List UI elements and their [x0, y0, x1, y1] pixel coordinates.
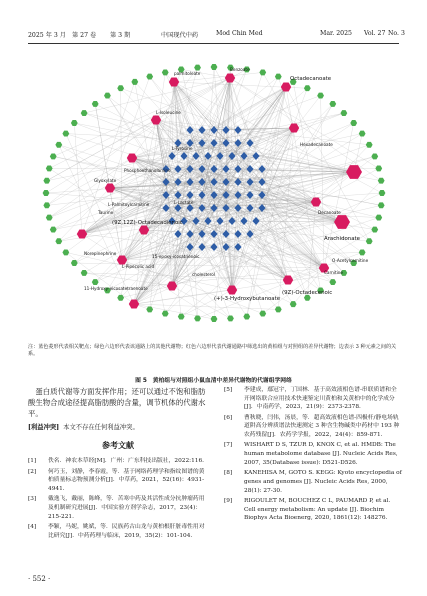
network-edge: [121, 88, 122, 260]
pathway-metabolite-hexagon: [92, 279, 99, 285]
network-edge: [135, 128, 294, 304]
reference-item: [2] 何巧玉，刘静，李春霞，等．基于网络药理学和指纹图谱的黄柏质量标志物预测分析[J]．中草药，2021，52(16)：4931-4941.: [28, 468, 205, 493]
metabolite-label: (+)-3-Hydroxybutanoate: [214, 296, 281, 302]
network-edge: [144, 230, 293, 304]
pathway-metabolite-hexagon: [378, 202, 385, 208]
pathway-metabolite-hexagon: [259, 311, 266, 317]
network-edge: [226, 68, 230, 182]
interest-label: [利益冲突]: [28, 424, 60, 431]
pathway-metabolite-hexagon: [329, 101, 336, 107]
pathway-metabolite-hexagon: [375, 165, 382, 171]
header-journal-cn: 中国现代中药: [161, 32, 199, 39]
network-edge: [262, 128, 294, 182]
differential-metabolite-hexagon: [105, 184, 115, 193]
metabolite-label: (9Z)-Octadecenoic: [282, 290, 333, 296]
reference-item: [7] WISHART D S, TZUR D, KNOX C, et al. HMDB: The human metabolome database [J]. Nucleic Acids Res, 2007, 35(Database issue): D521-D526.: [224, 442, 398, 466]
network-edge: [190, 128, 294, 130]
pathway-metabolite-hexagon: [350, 120, 357, 126]
network-edge: [172, 234, 214, 286]
network-edge: [172, 82, 174, 156]
figure-note: 注：蓝色菱形代表相关靶点；绿色六边形代表该通路上的其他代谢物；红色六边形代表代谢通路中筛选出的黄柏组与对照组的差异代谢物；边表示 3 种元素之间的关系。: [28, 344, 397, 358]
network-edge: [232, 128, 294, 156]
header-rule: [28, 43, 399, 44]
target-diamond: [210, 243, 217, 251]
target-diamond: [186, 126, 193, 134]
pathway-metabolite-hexagon: [211, 64, 218, 70]
body-paragraph: 蛋白质代谢等方面发挥作用；还可以通过不饱和脂肪酸生物合成途径提高脂肪酸的含量，调节机体的代谢水平。: [28, 387, 206, 418]
pathway-metabolite-hexagon: [227, 315, 234, 321]
pathway-metabolite-hexagon: [371, 153, 378, 159]
pathway-metabolite-hexagon: [131, 79, 138, 85]
reference-item: [4] 李颖，马妮，姚斌，等．民族药古山龙与黄柏根肝脏毒性用对比研究[J]．中药药理与临床，2019，35(2)：101-104.: [28, 524, 205, 539]
pathway-metabolite-hexagon: [359, 131, 366, 137]
pathway-metabolite-hexagon: [43, 178, 50, 184]
pathway-metabolite-hexagon: [71, 120, 78, 126]
running-header: [28, 30, 405, 42]
metabolite-label: 11-Hydroxy-eicosatetraenoate: [84, 286, 148, 291]
metabolite-label: Phosphoethanolamine: [124, 168, 171, 173]
network-edge: [256, 221, 288, 280]
pathway-metabolite-hexagon: [62, 249, 69, 255]
metabolite-label: palmitoleate: [174, 71, 201, 76]
reference-item: [8] KANEHISA M, GOTO S. KEGG: Kyoto encyclopedia of genes and genomes [J]. Nucleic Acids Res, 2000, 28(1): 27-30.: [224, 470, 402, 494]
reference-item: [6] 曹秋晓，闫伟，汤晨，等．超高效液相色谱-四极杆/静电场轨道阱高分辨质谱法快速测定 3 种含生物碱类中药材中 193 种农药残留[J]．农药学学报，2022，24(4)：859-871.: [224, 414, 400, 439]
pathway-metabolite-hexagon: [379, 190, 386, 196]
pathway-metabolite-hexagon: [117, 85, 124, 91]
metabolite-label: Hexadecanoate: [300, 142, 333, 147]
metabolite-label: Carnitine: [324, 270, 343, 275]
pathway-metabolite-hexagon: [243, 314, 250, 320]
pathway-metabolite-hexagon: [162, 69, 169, 75]
header-journal-en: Mod Chin Med: [216, 30, 263, 37]
metabolite-label: L-Palmitoylcarnitine: [108, 202, 150, 207]
pathway-metabolite-hexagon: [46, 215, 53, 221]
pathway-metabolite-hexagon: [46, 165, 53, 171]
reference-item: [3] 戴逸飞，戴丽，陈峰，等．苦寒中药及其活性成分抗肿瘤药用及机制研究进展[J]．中国实验方剂学杂志，2017，23(4)：215-221.: [28, 496, 205, 520]
network-edge: [226, 72, 263, 182]
pathway-metabolite-hexagon: [317, 93, 324, 99]
metabolite-label: O-Acetylcarnitine: [332, 258, 369, 263]
differential-metabolite-hexagon: [227, 286, 237, 295]
metabolite-label: Benzoate: [230, 67, 250, 72]
metabolite-label: L-Lactate: [174, 200, 194, 205]
pathway-metabolite-hexagon: [375, 215, 382, 221]
pathway-metabolite-hexagon: [340, 110, 347, 116]
reference-item: [5] 李建成，鄢冠宇，丁国林．基于高效液相色谱-串联质谱和全开网络联合应用技术快速鉴定川黄柏和关黄柏中的化学成分[J]．中南药学，2023，21(9)：2373-2378.: [224, 387, 397, 411]
network-edge: [250, 128, 294, 169]
pathway-metabolite-hexagon: [50, 227, 57, 233]
metabolite-label: L-Pipecolic acid: [122, 264, 155, 269]
pathway-metabolite-hexagon: [259, 69, 266, 75]
reference-item: [1] 佚名．神农本草经[M]．广州：广东科技出版社，2022:116.: [28, 458, 205, 465]
pathway-metabolite-hexagon: [81, 110, 88, 116]
header-no-en: No. 3: [388, 30, 405, 37]
target-diamond: [222, 126, 229, 134]
header-volume: 第 27 卷: [72, 32, 97, 39]
metabolite-label: (9Z,12Z)-Octadecadienoic: [112, 220, 183, 226]
pathway-metabolite-hexagon: [366, 142, 373, 148]
metabolite-label: 15-epoxy-icosatrienoic: [152, 254, 200, 259]
conflict-of-interest: [28, 423, 208, 433]
pathway-metabolite-hexagon: [329, 279, 336, 285]
network-edge: [238, 234, 288, 280]
metabolite-label: Octadecanoate: [290, 76, 332, 82]
pathway-metabolite-hexagon: [43, 190, 50, 196]
network-edge: [166, 82, 174, 195]
target-diamond: [210, 204, 217, 212]
pathway-metabolite-hexagon: [43, 202, 50, 208]
metabolomics-network-figure: [24, 54, 404, 332]
header-issue: 第 3 期: [110, 32, 131, 39]
right-column: [224, 386, 402, 525]
pathway-metabolite-hexagon: [62, 131, 69, 137]
page-number: · 552 ·: [28, 575, 51, 583]
network-edge: [49, 158, 132, 218]
pathway-metabolite-hexagon: [146, 74, 153, 80]
pathway-metabolite-hexagon: [162, 311, 169, 317]
network-edge: [66, 134, 122, 260]
pathway-metabolite-hexagon: [359, 249, 366, 255]
pathway-metabolite-hexagon: [50, 153, 57, 159]
differential-metabolite-hexagon: [139, 226, 149, 235]
interest-text: 本文不存在任何利益冲突。: [63, 424, 139, 431]
metabolite-label: cholesterol: [192, 272, 216, 277]
network-edge: [202, 88, 307, 182]
network-edge: [74, 123, 82, 234]
differential-metabolite-hexagon: [167, 282, 177, 291]
network-edge: [134, 304, 214, 319]
header-vol-en: Vol. 27: [364, 30, 386, 37]
pathway-metabolite-hexagon: [55, 238, 62, 244]
left-column: [28, 386, 208, 542]
differential-metabolite-hexagon: [225, 74, 235, 83]
network-edge: [172, 143, 238, 286]
figure-title: 图 5 黄柏组与对照组小鼠血清中差异代谢物的代谢组学网络: [135, 378, 292, 384]
metabolite-label: Arachidonate: [324, 236, 360, 242]
pathway-metabolite-hexagon: [211, 316, 218, 322]
target-diamond: [216, 217, 223, 225]
metabolite-label: L-Tyrosine: [172, 146, 193, 151]
differential-metabolite-hexagon: [334, 215, 350, 229]
pathway-metabolite-hexagon: [275, 306, 282, 312]
network-edge: [232, 143, 250, 290]
target-diamond: [180, 152, 187, 160]
header-date-en: Mar. 2025: [320, 30, 352, 37]
reference-item: [9] RIGOULET M, BOUCHEZ C L, PAUMARD P, et al. Cell energy metabolism: An update [J]. Biochim Biophys Acta Bioenerg, 2020, 1861(12): 148276.: [224, 497, 391, 522]
references-heading: 参考文献: [102, 441, 134, 451]
pathway-metabolite-hexagon: [290, 301, 297, 307]
network-edge: [144, 230, 230, 318]
metabolite-label: Norepinephrine: [84, 251, 117, 256]
metabolite-label: Taurine: [98, 210, 114, 215]
target-diamond: [222, 204, 229, 212]
network-edge: [174, 82, 214, 182]
pathway-metabolite-hexagon: [92, 101, 99, 107]
pathway-metabolite-hexagon: [378, 178, 385, 184]
metabolite-label: Glyoxylate: [94, 178, 117, 183]
metabolite-label: Decanoate: [318, 210, 341, 215]
pathway-metabolite-hexagon: [194, 65, 201, 71]
pathway-metabolite-hexagon: [371, 227, 378, 233]
network-edge: [226, 87, 286, 130]
target-diamond: [234, 243, 241, 251]
header-date: 2025 年 3 月: [28, 32, 66, 39]
pathway-metabolite-hexagon: [104, 93, 111, 99]
pathway-metabolite-hexagon: [81, 270, 88, 276]
network-edge: [47, 158, 132, 205]
metabolite-label: L-Isoleucine: [156, 110, 181, 115]
network-edge: [342, 181, 381, 222]
pathway-metabolite-hexagon: [55, 142, 62, 148]
